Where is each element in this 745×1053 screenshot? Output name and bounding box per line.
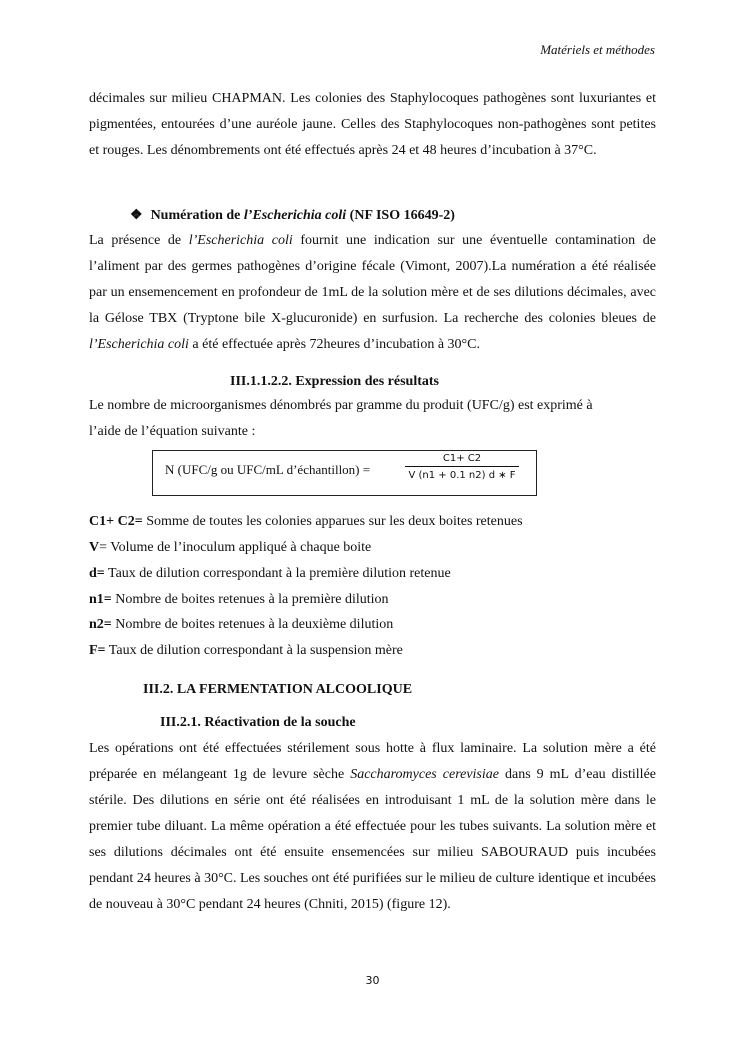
definition-v: V= Volume de l’inoculum appliqué à chaque boite — [89, 540, 372, 555]
heading-ecoli: ❖ Numération de l’Escherichia coli (NF ISO 16649-2) — [130, 208, 455, 223]
heading-reactivation: III.2.1. Réactivation de la souche — [160, 715, 356, 730]
heading-fermentation: III.2. LA FERMENTATION ALCOOLIQUE — [143, 682, 413, 697]
equation-fraction — [403, 453, 521, 481]
equation-intro-line1: Le nombre de microorganismes dénombrés par gramme du produit (UFC/g) est exprimé à — [89, 398, 593, 413]
definition-f: F= Taux de dilution correspondant à la suspension mère — [89, 643, 403, 658]
definition-n2: n2= Nombre de boites retenues à la deuxième dilution — [89, 617, 394, 632]
definition-n1: n1= Nombre de boites retenues à la première dilution — [89, 592, 389, 607]
equation-box — [152, 450, 537, 496]
page-number: 30 — [365, 974, 380, 987]
equation-numerator: C1+ C2 — [442, 453, 482, 464]
diamond-bullet-icon: ❖ — [130, 208, 143, 223]
heading-expression: III.1.1.2.2. Expression des résultats — [230, 374, 439, 389]
paragraph-chapman: décimales sur milieu CHAPMAN. Les colonies des Staphylocoques pathogènes sont luxuriantes et pigmentées, entourées d’une auréole jaune. Celles des Staphylocoques non-pathogènes sont petites et rouges. Les dénombrements ont été effectués après 24 et 48 heures d’incubation à 37°C. — [89, 91, 656, 158]
paragraph-reactivation: Les opérations ont été effectuées stérilement sous hotte à flux laminaire. La solution mère a été préparée en mélangeant 1g de levure sèche Saccharomyces cerevisiae dans 9 mL d’eau distillée stérile. Des dilutions en série ont été réalisées en introduisant 1 mL de la solution mère dans le premier tube diluant. La même opération a été effectuée pour les tubes suivants. La solution mère et ses dilutions décimales ont été ensuite ensemencées sur milieu SABOURAUD puis incubées pendant 24 heures à 30°C. Les souches ont été purifiées sur le milieu de culture identique et incubées de nouveau à 30°C pendant 24 heures (Chniti, 2015) (figure 12). — [89, 741, 656, 912]
equation-lhs: N (UFC/g ou UFC/mL d’échantillon) = — [165, 462, 371, 477]
paragraph-ecoli: La présence de l’Escherichia coli fournit une indication sur une éventuelle contamination de l’aliment par des germes pathogènes d’origine fécale (Vimont, 2007).La numération a été réalisée par un ensemencement en profondeur de 1mL de la solution mère et de ses dilutions décimales, avec la Gélose TBX (Tryptone bile X-glucuronide) en surfusion. La recherche des colonies bleues de l’Escherichia coli a été effectuée après 72heures d’incubation à 30°C. — [89, 233, 656, 352]
equation-denominator: V (n1 + 0.1 n2) d ∗ F — [408, 470, 516, 481]
equation-intro-line2: l’aide de l’équation suivante : — [89, 424, 256, 439]
running-header: Matériels et méthodes — [540, 42, 655, 57]
definition-d: d= Taux de dilution correspondant à la première dilution retenue — [89, 566, 451, 581]
definition-c1c2: C1+ C2= Somme de toutes les colonies apparues sur les deux boites retenues — [89, 514, 523, 529]
